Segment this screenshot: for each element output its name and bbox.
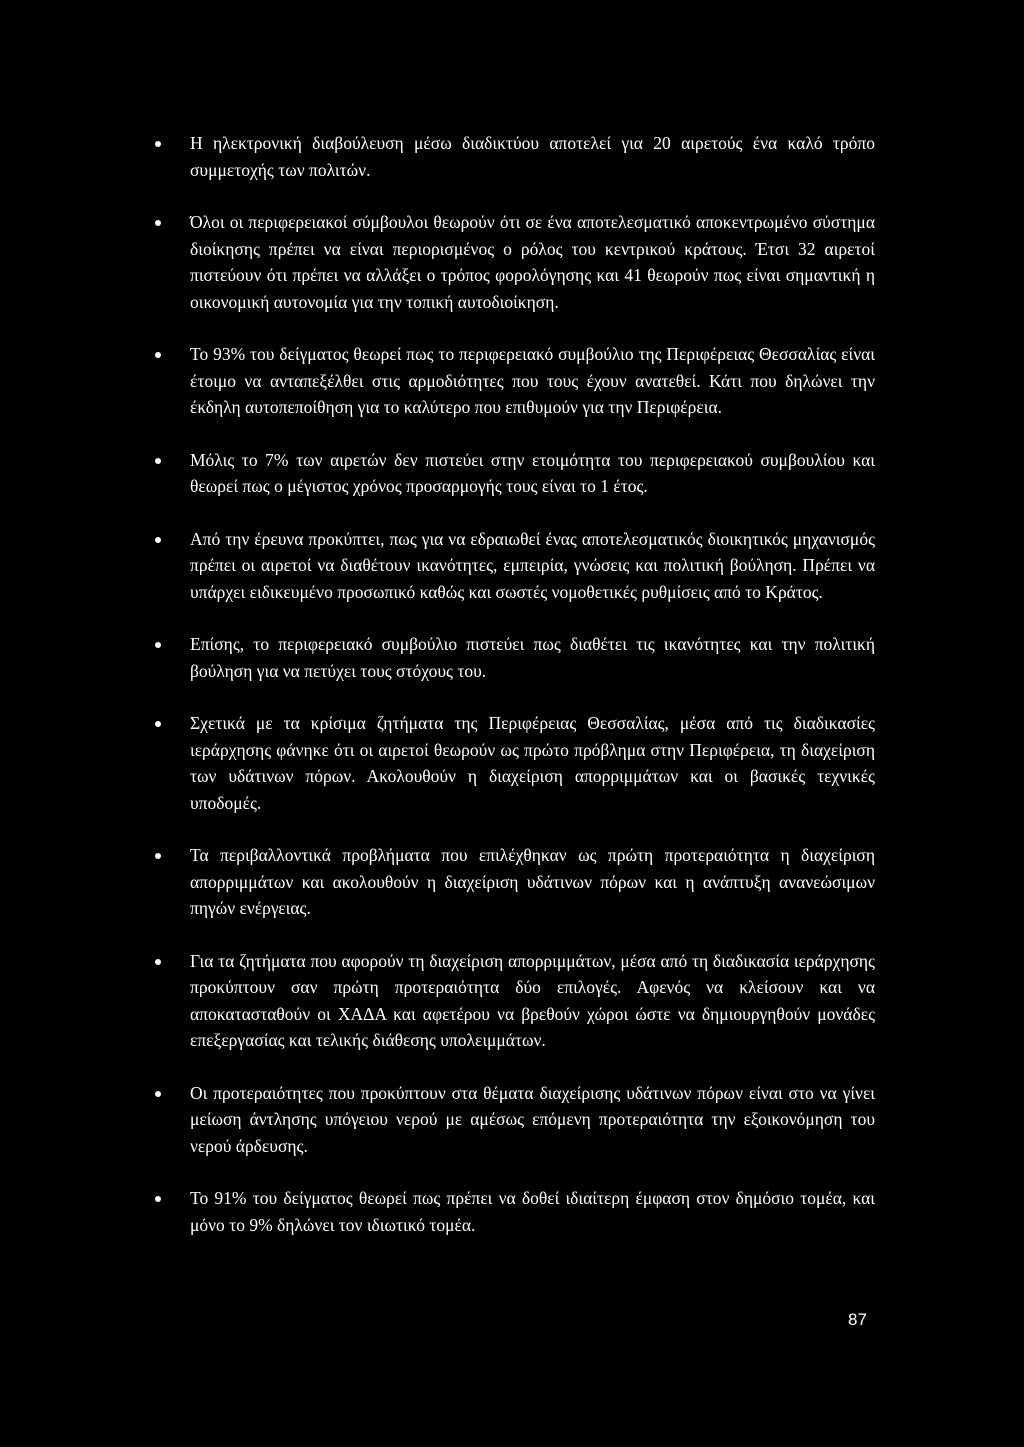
bullet-icon: [155, 642, 161, 648]
bullet-icon: [155, 959, 161, 965]
list-item-text: Η ηλεκτρονική διαβούλευση μέσω διαδικτύου αποτελεί για 20 αιρετούς ένα καλό τρόπο συμμετοχής των πολιτών.: [190, 133, 875, 180]
document-body: [150, 130, 875, 1264]
list-item: [150, 447, 875, 500]
list-item-text: Το 91% του δείγματος θεωρεί πως πρέπει να δοθεί ιδιαίτερη έμφαση στον δημόσιο τομέα, και μόνο το 9% δηλώνει τον ιδιωτικό τομέα.: [190, 1188, 875, 1235]
bullet-icon: [155, 1196, 161, 1202]
list-item: [150, 948, 875, 1054]
bullet-icon: [155, 1091, 161, 1097]
bullet-icon: [155, 352, 161, 358]
bullet-icon: [155, 721, 161, 727]
bullet-icon: [155, 853, 161, 859]
list-item: [150, 1185, 875, 1238]
list-item-text: Σχετικά με τα κρίσιμα ζητήματα της Περιφέρειας Θεσσαλίας, μέσα από τις διαδικασίες ιεράρχησης φάνηκε ότι οι αιρετοί θεωρούν ως πρώτο πρόβλημα στην Περιφέρεια, τη διαχείριση των υδάτινων πόρων. Ακολουθούν η διαχείριση απορριμμάτων και οι βασικές τεχνικές υποδομές.: [190, 713, 875, 813]
list-item-text: Οι προτεραιότητες που προκύπτουν στα θέματα διαχείρισης υδάτινων πόρων είναι στο να γίνει μείωση άντλησης υπόγειου νερού με αμέσως επόμενη προτεραιότητα την εξοικονόμηση του νερού άρδευσης.: [190, 1082, 875, 1156]
list-item-text: Όλοι οι περιφερειακοί σύμβουλοι θεωρούν ότι σε ένα αποτελεσματικό αποκεντρωμένο σύστημα διοίκησης πρέπει να είναι περιορισμένος ο ρόλος του κεντρικού κράτους. Έτσι 32 αιρετοί πιστεύουν ότι πρέπει να αλλάξει ο τρόπος φορολόγησης και 41 θεωρούν πως είναι σημαντική η οικονομική αυτονομία για την τοπική αυτοδιοίκηση.: [190, 212, 875, 312]
list-item: [150, 526, 875, 606]
bullet-list: [150, 130, 875, 1238]
list-item-text: Το 93% του δείγματος θεωρεί πως το περιφερειακό συμβούλιο της Περιφέρειας Θεσσαλίας είναι έτοιμο να ανταπεξέλθει στις αρμοδιότητες που τους έχουν ανατεθεί. Κάτι που δηλώνει την έκδηλη αυτοπεποίθηση για το καλύτερο που επιθυμούν για την Περιφέρεια.: [190, 344, 875, 417]
bullet-icon: [155, 458, 161, 464]
bullet-icon: [155, 141, 161, 147]
list-item: [150, 710, 875, 816]
list-item: [150, 130, 875, 183]
bullet-icon: [155, 220, 161, 226]
list-item: [150, 1080, 875, 1160]
list-item-text: Επίσης, το περιφερειακό συμβούλιο πιστεύει πως διαθέτει τις ικανότητες και την πολιτική βούληση για να πετύχει τους στόχους του.: [190, 634, 875, 681]
list-item-text: Από την έρευνα προκύπτει, πως για να εδραιωθεί ένας αποτελεσματικός διοικητικός μηχανισμός πρέπει οι αιρετοί να διαθέτουν ικανότητες, εμπειρία, γνώσεις και πολιτική βούληση. Πρέπει να υπάρχει ειδικευμένο προσωπικό καθώς και σωστές νομοθετικές ρυθμίσεις από το Κράτος.: [190, 528, 875, 602]
list-item: [150, 341, 875, 421]
page-number: 87: [848, 1310, 867, 1329]
list-item-text: Για τα ζητήματα που αφορούν τη διαχείριση απορριμμάτων, μέσα από τη διαδικασία ιεράρχησης προκύπτουν σαν πρώτη προτεραιότητα δύο επιλογές. Αφενός να κλείσουν και να αποκατασταθούν οι ΧΑΔΑ και αφετέρου να βρεθούν χώροι ώστε να δημιουργηθούν μονάδες επεξεργασίας και τελικής διάθεσης υπολειμμάτων.: [190, 950, 875, 1050]
list-item-text: Τα περιβαλλοντικά προβλήματα που επιλέχθηκαν ως πρώτη προτεραιότητα η διαχείριση απορριμμάτων και ακολουθούν η διαχείριση υδάτινων πόρων και η ανάπτυξη ανανεώσιμων πηγών ενέργειας.: [190, 845, 875, 918]
list-item: [150, 209, 875, 315]
list-item: [150, 631, 875, 684]
bullet-icon: [155, 537, 161, 543]
list-item: [150, 842, 875, 922]
list-item-text: Μόλις το 7% των αιρετών δεν πιστεύει στην ετοιμότητα του περιφερειακού συμβουλίου και θεωρεί πως ο μέγιστος χρόνος προσαρμογής τους είναι το 1 έτος.: [190, 449, 875, 496]
